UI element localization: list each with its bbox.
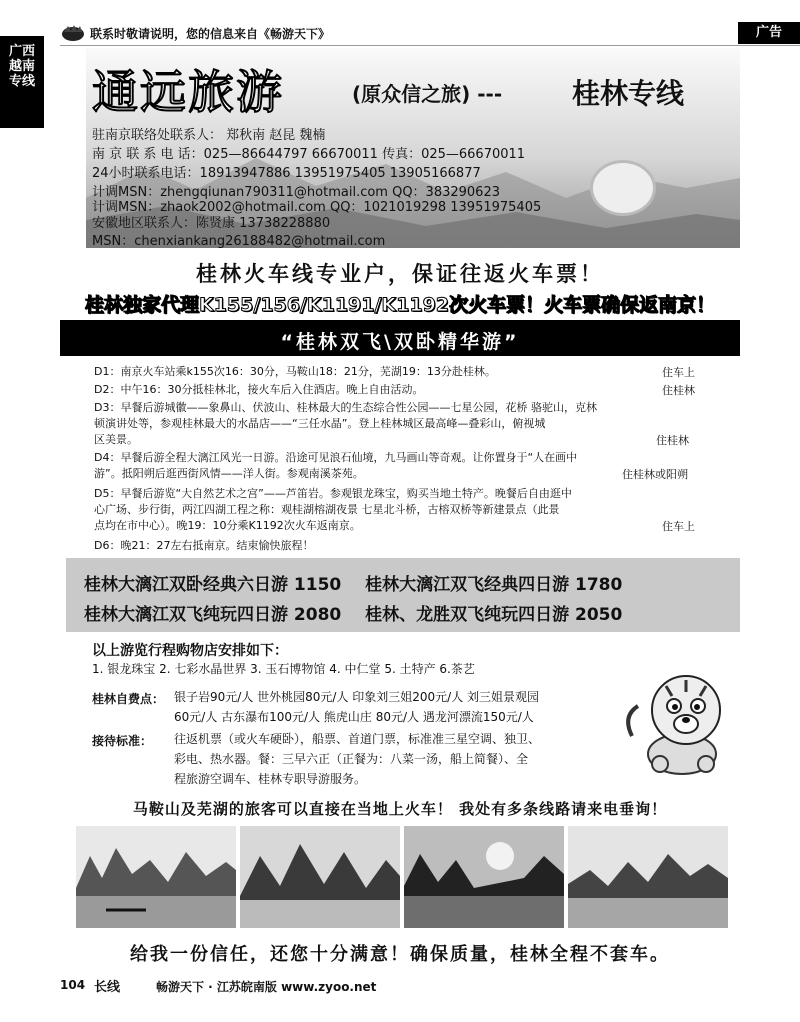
page-footer [60,974,800,998]
standard-line: 往返机票（或火车硬卧），船票、首道门票，标准准三星空调、独卫、 [174,732,541,746]
ticket-agency-slogan: 桂林独家代理K155/156/K1191/K1192次火车票！火车票确保返南京！ [84,294,716,316]
itinerary-day-cont: 游”。抵阳朔后逛西街风情——洋人街。参观南溪茶苑。 [94,467,364,480]
side-category-tab [0,36,44,128]
magazine-logo-icon [60,23,86,43]
brand-subtitle [352,78,502,107]
footer-magazine: 畅游天下 · 江苏皖南版 www.zyoo.net [156,980,377,994]
contact-line: 南 京 联 系 电 话：025—86644797 66670011 传真：025—66670011 [92,147,526,162]
side-tab-line3: 专线 [8,74,35,89]
shops-title: 以上游览行程购物店安排如下： [92,643,288,659]
standard-line: 彩电、热水器。餐：三早六正（正餐为：八菜一汤，船上简餐）、全 [174,752,529,766]
side-tab-line2: 越南 [8,59,35,74]
landscape-photo [404,826,564,928]
price-item: 桂林、龙胜双飞纯玩四日游 2050 [365,605,623,625]
brand-calligraphy: 通远旅游 [92,65,284,119]
contact-line: MSN：chenxiankang26188482@hotmail.com [92,234,386,249]
self-pay-line: 60元/人 古东瀑布100元/人 熊虎山庄 80元/人 遇龙河漂流150元/人 [174,710,534,724]
header-slogan: 联系时敬请说明，您的信息来自《畅游天下》 [90,27,331,41]
section-title-bar [60,320,740,356]
price-row [84,570,622,595]
contact-line: 计调MSN：zhengqiunan790311@hotmail.com QQ：383290623 [92,185,500,200]
itinerary-stay: 住桂林 [656,434,689,447]
standard-label: 接待标准： [92,734,153,748]
brand-dashes: --- [477,82,503,106]
itinerary-day-cont: 心广场、步行街，两江四湖工程之称：观桂湖榕湖夜景 七星北斗桥，古榕双桥等新建景点（此景 [94,503,560,516]
itinerary-day: D4：早餐后游全程大漓江风光一日游。沿途可见浪石仙境，九马画山等奇观。让你置身于“人在画中 [94,451,578,464]
side-tab-line1: 广西 [8,44,35,59]
page-header [60,22,800,46]
local-boarding-slogan: 马鞍山及芜湖的旅客可以直接在当地上火车！ 我处有多条线路请来电垂询！ [132,800,668,818]
train-slogan: 桂林火车线专业户，保证往返火车票！ [196,262,604,286]
ad-tag: 广告 [738,22,800,44]
itinerary-day: D2：中午16：30分抵桂林北，接火车后入住酒店。晚上自由活动。 [94,383,424,396]
contact-line: 驻南京联络处联系人： 郑秋南 赵昆 魏楠 [92,128,326,143]
price-item: 桂林大漓江双飞经典四日游 1780 [365,575,623,595]
quality-slogan: 给我一份信任，还您十分满意！确保质量，桂林全程不套车。 [130,944,670,965]
contact-line: 24小时联系电话：18913947886 13951975405 13905166877 [92,166,481,181]
price-panel [66,558,740,632]
itinerary-day-cont: 顿演讲处等，参观桂林最大的水晶店——“三任水晶”。登上桂林城区最高峰—叠彩山，俯视城 [94,417,546,430]
landscape-photo [76,826,236,928]
landscape-photo [568,826,728,928]
self-pay-label: 桂林自费点： [92,692,165,706]
itinerary-day: D6：晚21：27左右抵南京。结束愉快旅程！ [94,539,314,552]
section-title: “桂林双飞\双卧精华游” [280,331,520,353]
itinerary-day: D5：早餐后游览“大自然艺术之宫”——芦笛岩。参观银龙珠宝，购买当地土特产。晚餐后自由逛中 [94,487,572,500]
page-number: 104 [60,978,86,992]
contact-line: 安徽地区联系人：陈贤康 13738228880 [92,216,331,231]
price-row [84,600,622,625]
footer-section-tag: 长线 [94,980,121,995]
itinerary-day-cont: 点均在市中心）。晚19：10分乘K1192次火车返南京。 [94,519,361,532]
self-pay-line: 银子岩90元/人 世外桃园80元/人 印象刘三姐200元/人 刘三姐景观园 [174,690,540,704]
landscape-photo [240,826,400,928]
itinerary-stay: 住车上 [662,366,695,379]
itinerary-stay: 住桂林或阳朔 [622,468,688,481]
price-item: 桂林大漓江双卧经典六日游 1150 [84,575,342,595]
itinerary-stay: 住桂林 [662,384,695,397]
itinerary-day: D1：南京火车站乘k155次16：30分，马鞍山18：21分，芜湖19：13分赴桂林。 [94,365,496,378]
standard-line: 程旅游空调车、桂林专职导游服务。 [174,772,367,786]
itinerary-stay: 住车上 [662,520,695,533]
brand-sub-text: (原众信之旅) [352,82,471,106]
tiger-mascot-icon [616,666,744,778]
brand-line-name: 桂林专线 [572,77,685,110]
itinerary-day-cont: 区美景。 [94,433,138,446]
itinerary-day: D3：早餐后游城徽——象鼻山、伏波山、桂林最大的生态综合性公园——七星公园，花桥 骆驼山，克林 [94,401,597,414]
contact-line: 计调MSN：zhaok2002@hotmail.com QQ：1021019298 13951975405 [92,200,542,215]
price-item: 桂林大漓江双飞纯玩四日游 2080 [84,605,342,625]
decorative-flower-icon [590,160,656,216]
shops-list: 1. 银龙珠宝 2. 七彩水晶世界 3. 玉石博物馆 4. 中仁堂 5. 土特产 6.茶艺 [92,662,475,676]
